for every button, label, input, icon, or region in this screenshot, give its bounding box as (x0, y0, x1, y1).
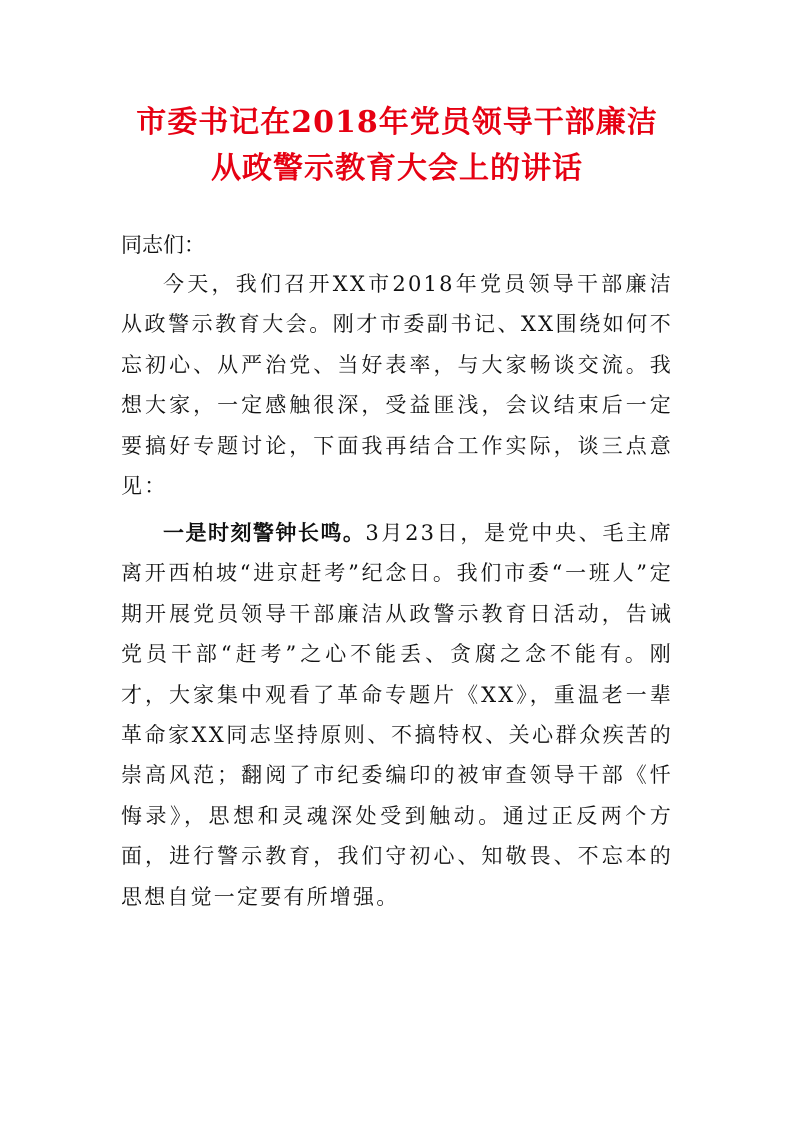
document-title-line-2: 从政警示教育大会上的讲话 (211, 151, 583, 186)
point-one-body: 3月23日，是党中央、毛主席离开西柏坡“进京赶考”纪念日。我们市委“一班人”定期开展党员领导干部廉洁从政警示教育日活动，告诫党员干部“赶考”之心不能丢、贪腐之念不能有。刚才，大家集中观看了革命专题片《XX》，重温老一辈革命家XX同志坚持原则、不搞特权、关心群众疾苦的崇高风范；翻阅了市纪委编印的被审查领导干部《忏悔录》，思想和灵魂深处受到触动。通过正反两个方面，进行警示教育，我们守初心、知敬畏、不忘本的思想自觉一定要有所增强。 (121, 521, 674, 909)
paragraph-point-one (121, 513, 673, 917)
point-one-heading: 一是时刻警钟长鸣。 (163, 520, 366, 545)
paragraph-opening: 今天，我们召开XX市2018年党员领导干部廉洁从政警示教育大会。刚才市委副书记、XX围绕如何不忘初心、从严治党、当好表率，与大家畅谈交流。我想大家，一定感触很深，受益匪浅，会议结束后一定要搞好专题讨论，下面我再结合工作实际，谈三点意见： (121, 272, 673, 499)
document-title-line-1: 市委书记在2018年党员领导干部廉洁 (136, 105, 658, 140)
salutation: 同志们： (121, 233, 205, 257)
